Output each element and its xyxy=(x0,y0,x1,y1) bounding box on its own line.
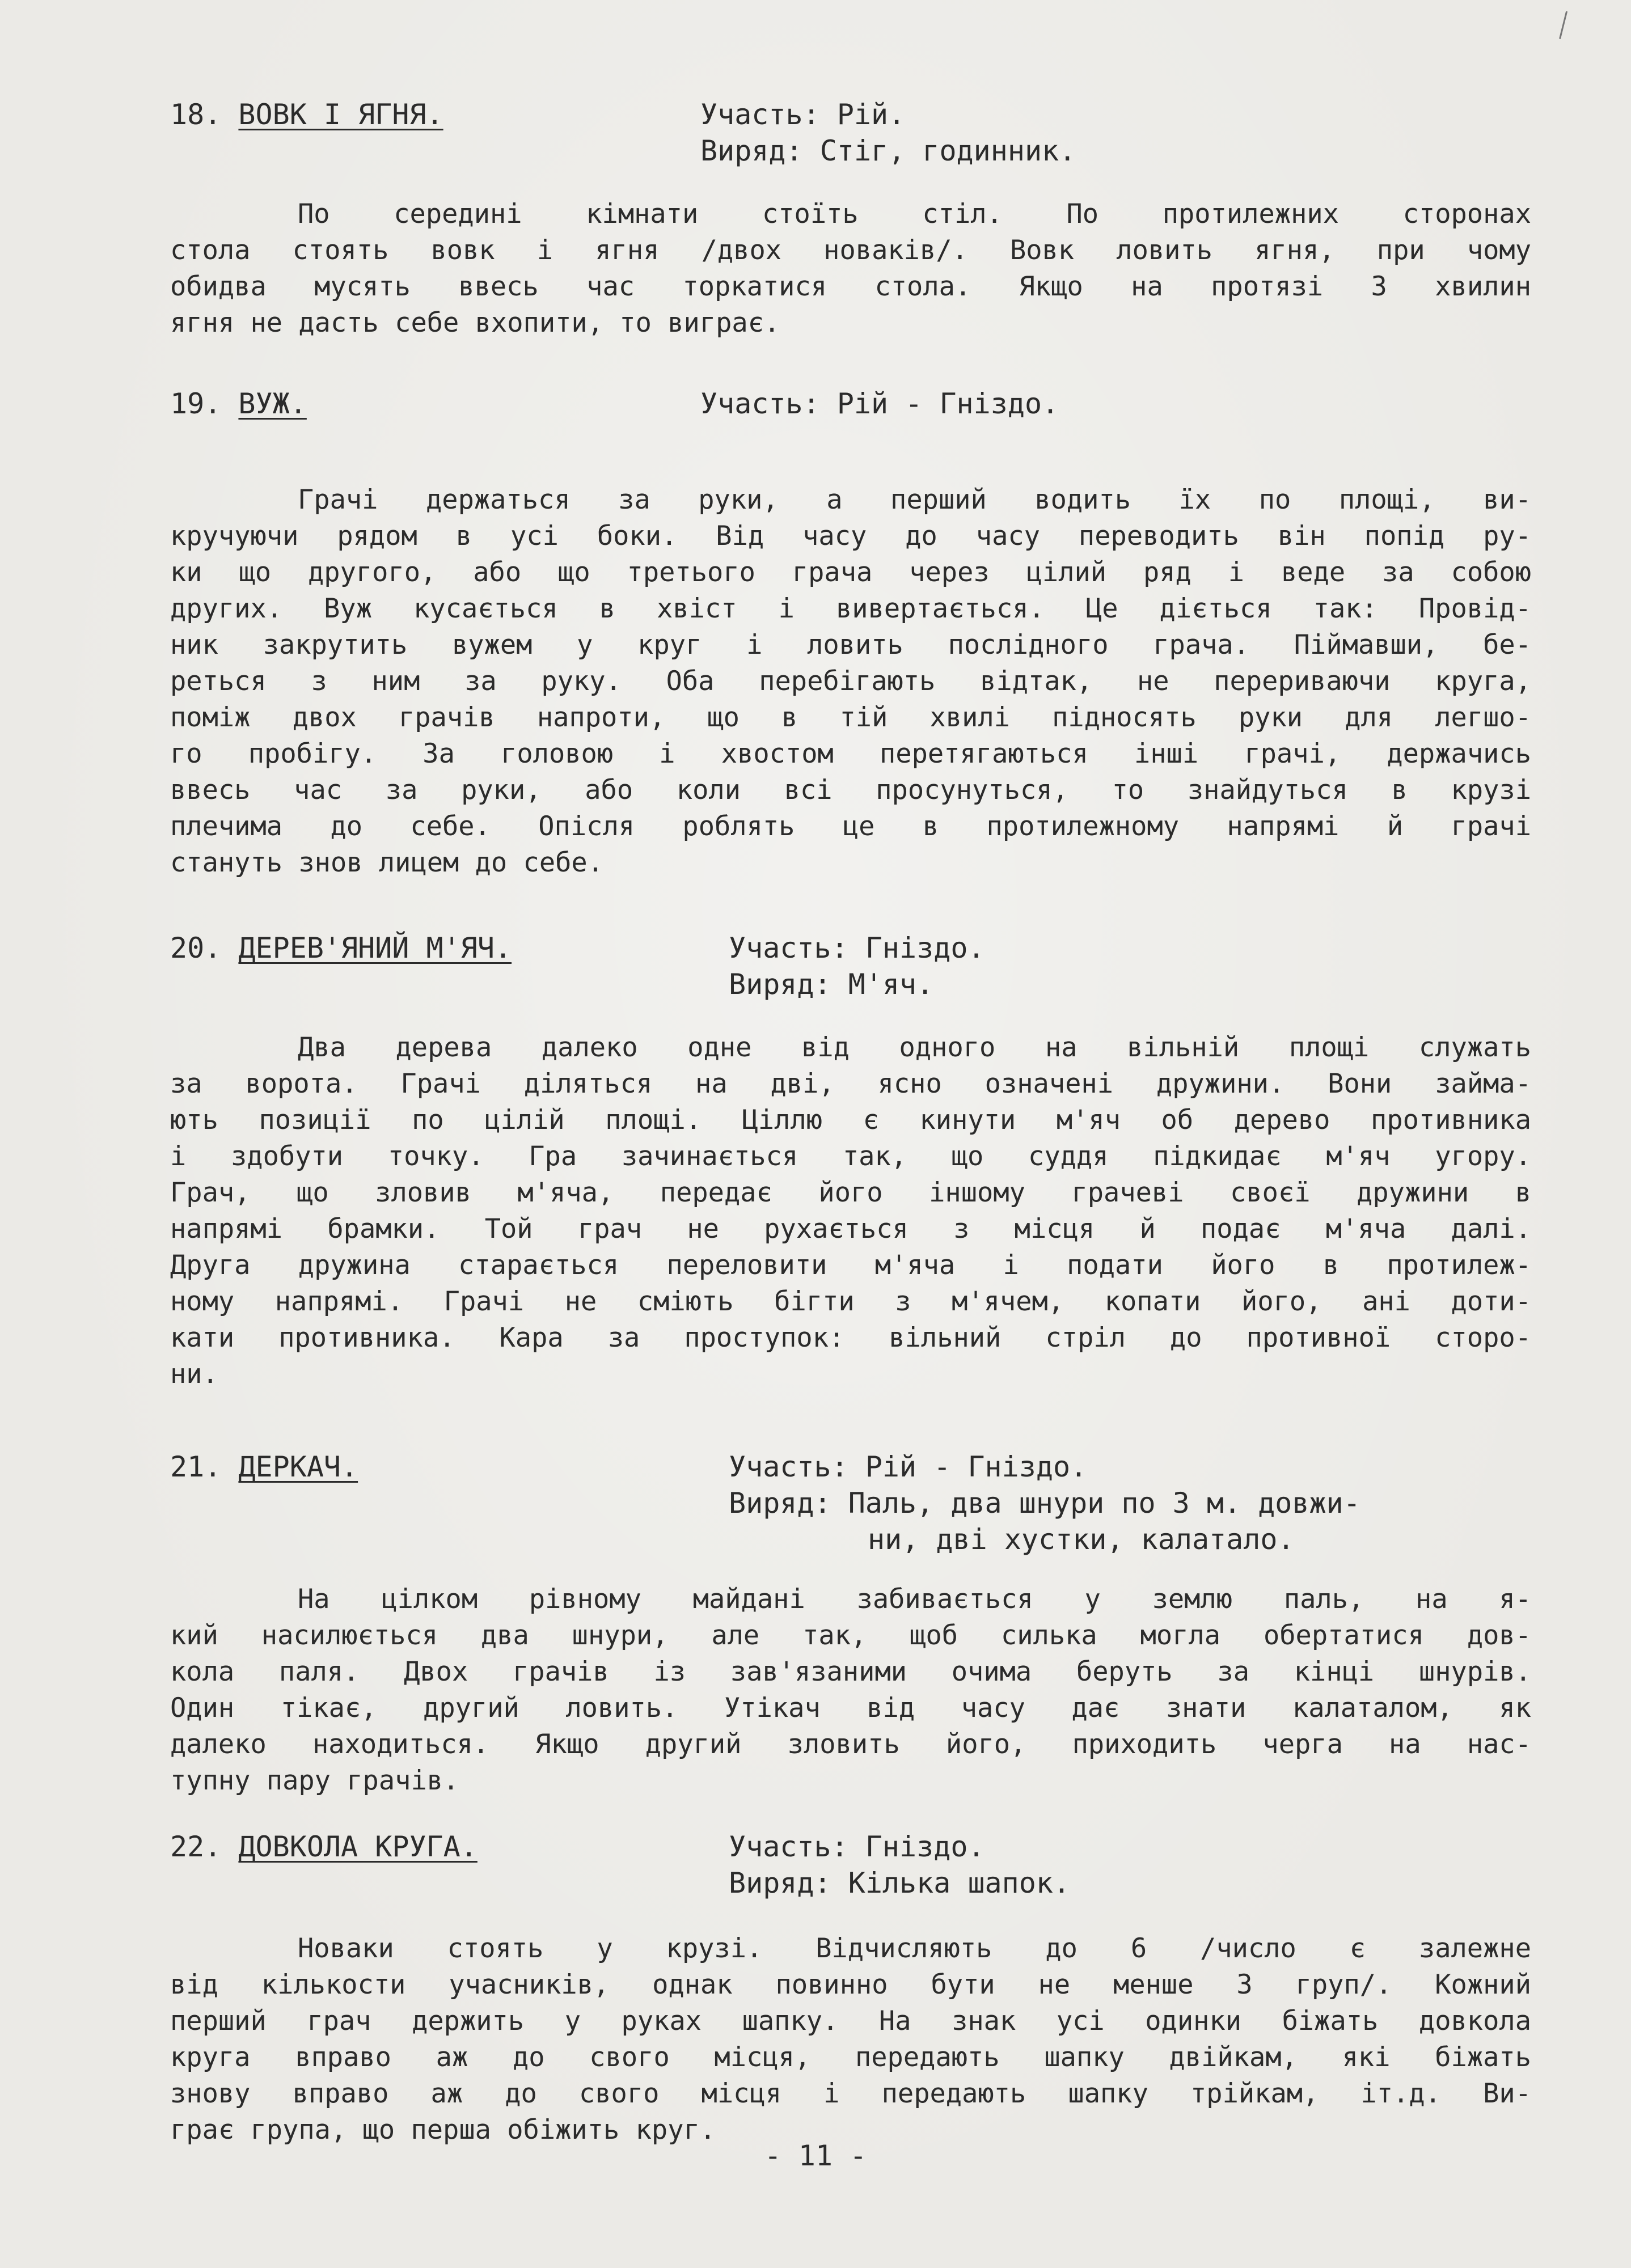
participation-label: Участь: xyxy=(700,98,820,131)
equipment-value: М'яч. xyxy=(848,968,934,1001)
body-line: за ворота. Грачі діляться на дві, ясно означені дружини. Вони займа- xyxy=(170,1068,1531,1099)
section-title: ДЕРКАЧ. xyxy=(238,1450,358,1483)
section-body xyxy=(170,196,1531,341)
body-line: ягня не дасть себе вхопити, то виграє. xyxy=(170,307,780,338)
section-21 xyxy=(170,1449,1531,1799)
body-line: Один тікає, другий ловить. Утікач від часу дає знати калаталом, як xyxy=(170,1692,1531,1724)
body-line: перший грач держить у руках шапку. На знак усі одинки біжать довкола xyxy=(170,2005,1531,2037)
section-header xyxy=(170,930,1531,1002)
body-line: ник закрутить вужем у круг і ловить послідного грача. Піймавши, бе- xyxy=(170,629,1531,661)
body-line: тупну пару грачів. xyxy=(170,1765,459,1796)
section-header xyxy=(170,1829,1531,1901)
body-line: Новаки стоять у крузі. Відчисляють до 6 /число є залежне xyxy=(298,1933,1531,1964)
section-22 xyxy=(170,1829,1531,2148)
section-meta xyxy=(729,1449,1360,1558)
participation-label: Участь: xyxy=(700,387,820,420)
body-line: других. Вуж кусається в хвіст і вивертається. Це діється так: Провід- xyxy=(170,593,1531,624)
equipment-label: Виряд: xyxy=(729,1487,831,1520)
body-line: грає група, що перша обіжить круг. xyxy=(170,2114,716,2146)
equipment-value-continued: ни, дві хустки, калатало. xyxy=(868,1523,1295,1556)
equipment-label: Виряд: xyxy=(729,968,831,1001)
participation-value: Рій - Гніздо. xyxy=(836,387,1059,420)
body-line: ни. xyxy=(170,1359,218,1390)
body-line: По середині кімнати стоїть стіл. По протилежних сторонах xyxy=(298,198,1531,230)
body-line: кати противника. Кара за проступок: вільний стріл до противної сторо- xyxy=(170,1322,1531,1353)
body-line: ки що другого, або що третього грача через цілий ряд і веде за собою xyxy=(170,557,1531,588)
section-title: ДОВКОЛА КРУГА. xyxy=(238,1830,478,1863)
body-line: На цілком рівному майдані забивається у землю паль, на я- xyxy=(298,1584,1531,1615)
body-line: Два дерева далеко одне від одного на вільній площі служать xyxy=(298,1032,1531,1063)
section-number: 21. xyxy=(170,1450,222,1483)
participation-value: Гніздо. xyxy=(865,1830,985,1863)
section-title: ВУЖ. xyxy=(238,387,307,420)
pencil-mark xyxy=(1559,11,1571,40)
body-line: реться з ним за руку. Оба перебігають відтак, не перериваючи круга, xyxy=(170,666,1531,697)
section-heading xyxy=(170,930,512,966)
body-line: круга вправо аж до свого місця, передають шапку двійкам, які біжать xyxy=(170,2042,1531,2073)
equipment-value: Кілька шапок. xyxy=(848,1867,1071,1899)
body-line: далеко находиться. Якщо другий зловить його, приходить черга на нас- xyxy=(170,1729,1531,1760)
body-line: Друга дружина старається переловити м'яча і подати його в протилеж- xyxy=(170,1250,1531,1281)
section-number: 20. xyxy=(170,932,222,964)
section-number: 22. xyxy=(170,1830,222,1863)
body-line: Грач, що зловив м'яча, передає його іншому грачеві своєї дружини в xyxy=(170,1177,1531,1208)
participation-label: Участь: xyxy=(729,932,848,964)
participation-label: Участь: xyxy=(729,1450,848,1483)
equipment-value: Стіг, годинник. xyxy=(819,134,1076,167)
body-line: поміж двох грачів напроти, що в тій хвилі підносять руки для легшо- xyxy=(170,702,1531,733)
body-line: стануть знов лицем до себе. xyxy=(170,847,604,878)
section-body xyxy=(170,1030,1531,1393)
body-line: кола паля. Двох грачів із зав'язаними очима беруть за кінці шнурів. xyxy=(170,1656,1531,1687)
section-heading xyxy=(170,386,307,422)
section-number: 19. xyxy=(170,387,222,420)
section-meta xyxy=(729,930,985,1002)
body-line: Грачі держаться за руки, а перший водить їх по площі, ви- xyxy=(298,484,1531,515)
equipment-label: Виряд: xyxy=(729,1867,831,1899)
participation-label: Участь: xyxy=(729,1830,848,1863)
section-title: ДЕРЕВ'ЯНИЙ М'ЯЧ. xyxy=(238,932,512,964)
body-line: ному напрямі. Грачі не сміють бігти з м'ячем, копати його, ані доти- xyxy=(170,1286,1531,1317)
equipment-label: Виряд: xyxy=(700,134,803,167)
section-meta xyxy=(700,96,1076,169)
body-line: плечима до себе. Опісля роблять це в протилежному напрямі й грачі xyxy=(170,811,1531,842)
section-heading xyxy=(170,1829,478,1865)
equipment-value: Паль, два шнури по 3 м. довжи- xyxy=(848,1487,1360,1520)
body-line: ввесь час за руки, або коли всі просунуться, то знайдуться в крузі xyxy=(170,775,1531,806)
participation-value: Рій. xyxy=(836,98,906,131)
section-meta xyxy=(729,1829,1070,1901)
body-line: ють позиції по цілій площі. Ціллю є кинути м'яч об дерево противника xyxy=(170,1105,1531,1136)
body-line: обидва мусять ввесь час торкатися стола. Якщо на протязі 3 хвилин xyxy=(170,271,1531,302)
section-body xyxy=(170,1931,1531,2148)
body-line: го пробігу. За головою і хвостом перетягаються інші грачі, держачись xyxy=(170,738,1531,769)
participation-value: Гніздо. xyxy=(865,932,985,964)
body-line: кручуючи рядом в усі боки. Від часу до часу переводить він попід ру- xyxy=(170,521,1531,552)
body-line: і здобути точку. Гра зачинається так, що суддя підкидає м'яч угору. xyxy=(170,1141,1531,1172)
body-line: напрямі брамки. Той грач не рухається з місця й подає м'яча далі. xyxy=(170,1213,1531,1245)
section-body xyxy=(170,1581,1531,1799)
body-line: від кількости учасників, однак повинно бути не менше 3 груп/. Кожний xyxy=(170,1969,1531,2000)
section-header xyxy=(170,96,1531,169)
body-line: знову вправо аж до свого місця і передають шапку трійкам, іт.д. Ви- xyxy=(170,2078,1531,2109)
body-line: кий насилюється два шнури, але так, щоб силька могла обертатися дов- xyxy=(170,1620,1531,1651)
section-18 xyxy=(170,96,1531,341)
section-header xyxy=(170,1449,1531,1558)
participation-value: Рій - Гніздо. xyxy=(865,1450,1088,1483)
section-heading xyxy=(170,1449,358,1485)
section-header xyxy=(170,386,1531,422)
section-20 xyxy=(170,930,1531,1393)
section-body xyxy=(170,482,1531,881)
section-number: 18. xyxy=(170,98,222,131)
section-19 xyxy=(170,386,1531,881)
section-meta xyxy=(700,386,1059,422)
section-heading xyxy=(170,96,443,133)
section-title: ВОВК І ЯГНЯ. xyxy=(238,98,443,131)
body-line: стола стоять вовк і ягня /двох новаків/. Вовк ловить ягня, при чому xyxy=(170,235,1531,266)
page-number: - 11 - xyxy=(764,2139,867,2172)
